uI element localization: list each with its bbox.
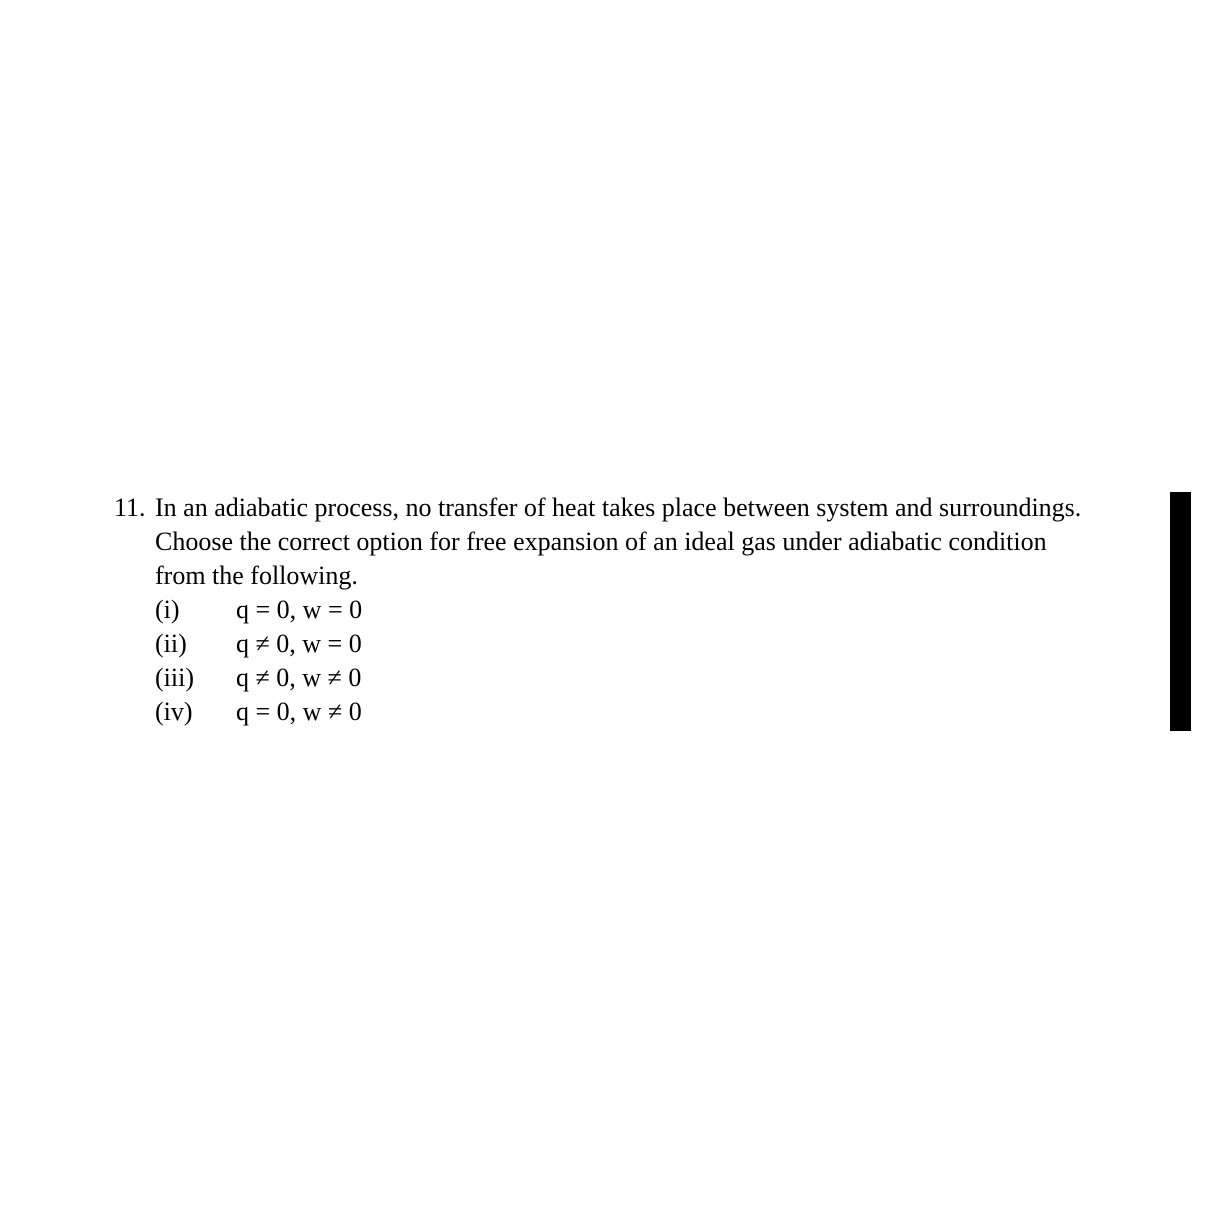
option-label: (i) xyxy=(155,595,180,624)
question-number: 11. xyxy=(114,493,146,522)
option-text: q = 0, w ≠ 0 xyxy=(236,697,362,726)
option-label: (iv) xyxy=(155,697,193,726)
option-text: q = 0, w = 0 xyxy=(236,595,363,624)
option-iii xyxy=(114,661,1154,695)
side-marker-bar xyxy=(1170,492,1191,731)
option-label: (ii) xyxy=(155,629,187,658)
question-text-line-3: from the following. xyxy=(155,561,358,590)
option-iv xyxy=(114,695,1154,729)
question-text-line-1: In an adiabatic process, no transfer of heat takes place between system and surroundings. xyxy=(155,493,1082,522)
question-line-1 xyxy=(114,491,1154,525)
option-text: q ≠ 0, w ≠ 0 xyxy=(236,663,362,692)
question-block xyxy=(114,491,1154,729)
option-i xyxy=(114,593,1154,627)
question-text-line-2: Choose the correct option for free expansion of an ideal gas under adiabatic condition xyxy=(155,527,1047,556)
option-text: q ≠ 0, w = 0 xyxy=(236,629,362,658)
option-ii xyxy=(114,627,1154,661)
option-label: (iii) xyxy=(155,663,194,692)
